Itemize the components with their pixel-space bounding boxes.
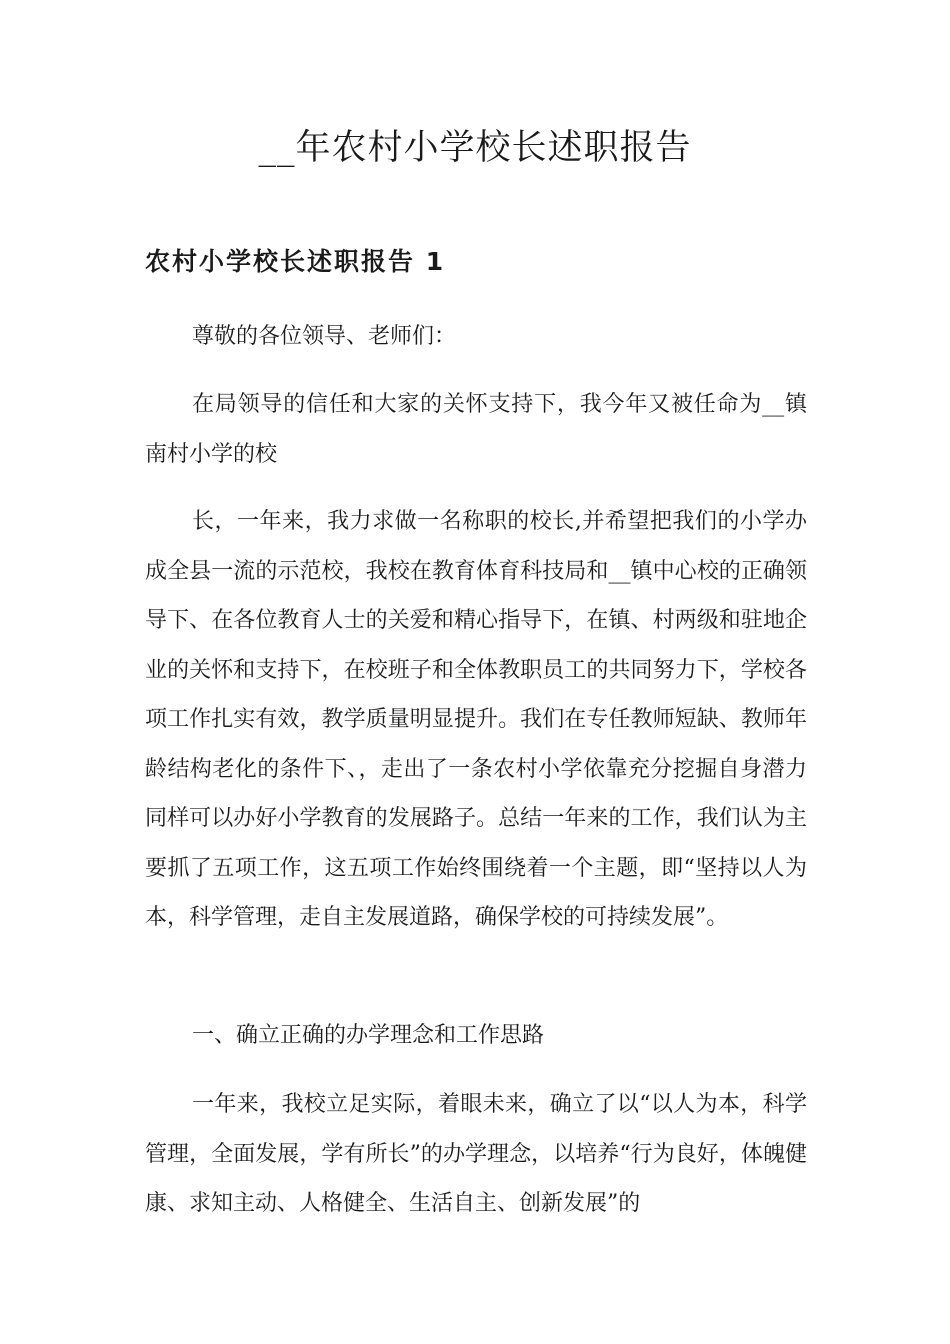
section-1-body-paragraph: 一年来，我校立足实际，着眼未来，确立了以“以人为本，科学管理，全面发展，学有所长”的办学理念，以培养“行为良好，体魄健康、求知主动、人格健全、生活自主、创新发展”的 — [145, 1092, 807, 1216]
section-1-title: 一、确立正确的办学理念和工作思路 — [192, 1023, 545, 1048]
greeting-paragraph: 尊敬的各位领导、老师们： — [192, 324, 457, 349]
section-heading: 农村小学校长述职报告 1 — [145, 247, 446, 276]
document-title: __年农村小学校长述职报告 — [258, 128, 692, 168]
body-paragraph: 长，一年来，我力求做一名称职的校长,并希望把我们的小学办成全县一流的示范校，我校在教育体育科技局和__镇中心校的正确领导下、在各位教育人士的关爱和精心指导下，在镇、村两级和驻地企业的关怀和支持下，在校班子和全体教职员工的共同努力下，学校各项工作扎实有效，教学质量明显提升。我们在专任教师短缺、教师年龄结构老化的条件下、，走出了一条农村小学依靠充分挖掘自身潜力同样可以办好小学教育的发展路子。总结一年来的工作，我们认为主要抓了五项工作，这五项工作始终围绕着一个主题，即“坚持以人为本，科学管理，走自主发展道路，确保学校的可持续发展”。 — [145, 509, 807, 930]
intro-paragraph: 在局领导的信任和大家的关怀支持下，我今年又被任命为__镇南村小学的校 — [145, 392, 807, 467]
